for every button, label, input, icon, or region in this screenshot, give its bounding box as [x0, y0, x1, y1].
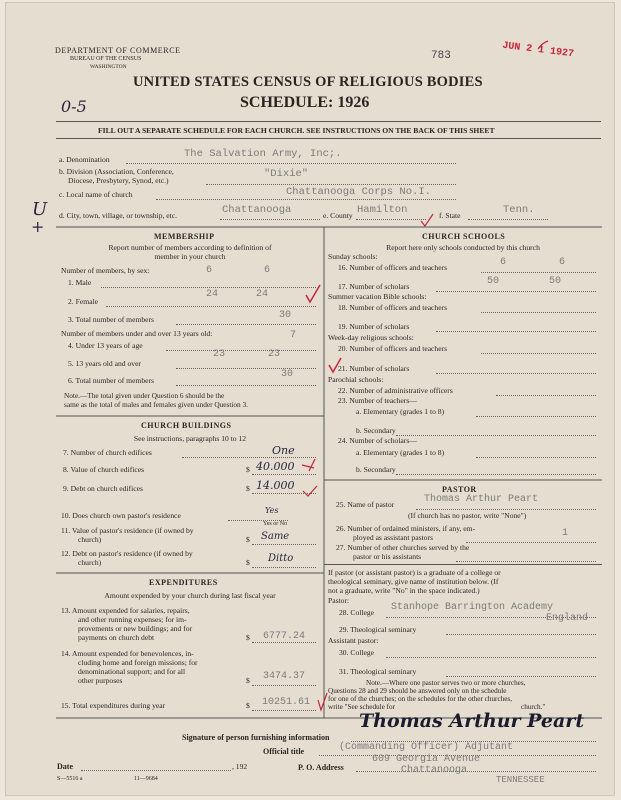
pastor-note-2: Questions 28 and 29 should be answered only on the schedule	[328, 687, 507, 695]
field-line	[252, 642, 316, 643]
q1-value-a[interactable]: 6	[206, 265, 213, 276]
field-line	[252, 710, 316, 711]
q10-label: 10. Does church own pastor's residence	[61, 511, 181, 520]
field-line	[446, 676, 596, 677]
schedule-title: SCHEDULE: 1926	[240, 94, 370, 111]
pastor-note-3: for one of the churches; on the schedules for the other churches,	[328, 695, 513, 703]
q9-label: 9. Debt on church edifices	[63, 484, 143, 493]
census-form-sheet	[5, 2, 615, 796]
q29-label: 29. Theological seminary	[339, 625, 417, 634]
q2-label: 2. Female	[68, 297, 98, 306]
po-address-value[interactable]: 609 Georgia Avenue	[372, 754, 481, 765]
year-label: , 192	[232, 762, 248, 771]
buildings-sub: See instructions, paragraphs 10 to 12	[133, 434, 247, 443]
form-code-1: S—5516 a	[57, 776, 83, 782]
q11-label: 11. Value of pastor's residence (if owned by	[61, 526, 194, 535]
rule	[324, 564, 602, 565]
q4-label: 4. Under 13 years of age	[68, 341, 143, 350]
q24b-label: b. Secondary	[356, 465, 396, 474]
q11-label-2: church)	[78, 535, 102, 544]
q25-label: 25. Name of pastor	[336, 500, 395, 509]
instruction-banner: FILL OUT A SEPARATE SCHEDULE FOR EACH CHURCH. SEE INSTRUCTIONS ON THE BACK OF THIS SHEET	[98, 126, 495, 135]
dollar-sign: $	[246, 701, 250, 710]
q13-label: 13. Amount expended for salaries, repairs,	[61, 606, 190, 615]
q16-value-b[interactable]: 6	[559, 257, 566, 268]
q21-label: 21. Number of scholars	[338, 364, 410, 373]
graduate-note-2: theological seminary, give name of institution below. (If	[328, 577, 499, 586]
field-line	[356, 771, 596, 772]
field-line	[176, 324, 316, 325]
q26-label: 26. Number of ordained ministers, if any, em-	[336, 524, 476, 533]
po-address-city[interactable]: Chattanooga	[401, 765, 468, 776]
membership-sub1: Report number of members according to definition of	[108, 243, 272, 252]
q3-value[interactable]: 30	[279, 310, 292, 321]
q26-value[interactable]: 1	[562, 528, 569, 539]
q5-value-b[interactable]: 23	[268, 349, 281, 360]
q1-label: 1. Male	[68, 278, 92, 287]
official-title-value[interactable]: (Commanding Officer) Adjutant	[339, 742, 514, 753]
form-title: UNITED STATES CENSUS OF RELIGIOUS BODIES	[133, 74, 483, 90]
division-value[interactable]: "Dixie"	[264, 168, 309, 180]
pastor-note-5: church."	[521, 703, 546, 711]
county-value[interactable]: Hamilton	[357, 204, 408, 216]
q20-label: 20. Number of officers and teachers	[338, 344, 448, 353]
q28-value-2[interactable]: England	[546, 613, 589, 624]
form-code-2: 11—9684	[134, 776, 158, 782]
field-line	[481, 353, 596, 354]
city-field-label: d. City, town, village, or township, etc.	[59, 211, 178, 220]
q27-label-2: pastor or his assistants	[353, 552, 422, 561]
dept-label: DEPARTMENT OF COMMERCE	[55, 46, 181, 55]
q28-value[interactable]: Stanhope Barrington Academy	[391, 602, 554, 613]
field-line	[182, 457, 316, 458]
field-line	[496, 395, 596, 396]
weekday-label: Week-day religious schools:	[328, 333, 414, 342]
expenditures-heading: EXPENDITURES	[149, 578, 218, 587]
q14-label-2: cluding home and foreign missions; for	[78, 658, 198, 667]
age-heading: Number of members under and over 13 years old:	[61, 329, 213, 338]
city-label: WASHINGTON	[90, 64, 127, 70]
membership-note-1: Note.—The total given under Question 6 should be the	[64, 391, 225, 400]
q22-label: 22. Number of administrative officers	[338, 386, 453, 395]
q15-label: 15. Total expenditures during year	[61, 701, 166, 710]
q1-value-b[interactable]: 6	[264, 265, 271, 276]
q27-label: 27. Number of other churches served by the	[336, 543, 470, 552]
q12-value[interactable]: Ditto	[268, 553, 294, 564]
county-label: e. County	[323, 211, 353, 220]
field-line	[166, 350, 316, 351]
membership-sub2: member in your church	[154, 252, 226, 261]
q7-value[interactable]: One	[272, 444, 295, 457]
field-line	[476, 457, 596, 458]
handwritten-mark-os: 0-5	[61, 97, 87, 116]
q25-value[interactable]: Thomas Arthur Peart	[424, 494, 539, 505]
field-line	[396, 435, 596, 436]
dollar-sign: $	[246, 465, 250, 474]
dollar-sign: $	[246, 558, 250, 567]
date-label: Date	[57, 762, 73, 771]
expenditures-sub: Amount expended by your church during last fiscal year	[104, 591, 276, 600]
parochial-label: Parochial schools:	[328, 375, 384, 384]
q7-label: 7. Number of church edifices	[63, 448, 152, 457]
q13-label-3: provements or new buildings; and for	[78, 624, 193, 633]
field-line	[446, 634, 596, 635]
handwritten-mark-u: U	[32, 199, 48, 220]
q17-value-b[interactable]: 50	[549, 276, 562, 287]
received-date-stamp: JUN 2 1 1927	[501, 40, 575, 61]
membership-note-2: same as the total of males and females given under Question 3.	[64, 400, 248, 409]
q26-label-2: ployed as assistant pastors	[353, 533, 433, 542]
q15-value[interactable]: 10251.61	[262, 697, 311, 708]
field-line	[386, 657, 596, 658]
field-line	[396, 474, 596, 475]
yes-no-hint: Yes or No	[263, 521, 288, 527]
q6-value[interactable]: 30	[281, 369, 294, 380]
q2-value-b[interactable]: 24	[256, 289, 269, 300]
field-line	[481, 272, 596, 273]
pastor-label: Pastor:	[328, 596, 350, 605]
field-line	[476, 416, 596, 417]
membership-heading: MEMBERSHIP	[154, 232, 215, 241]
field-line	[176, 368, 316, 369]
field-line	[436, 373, 596, 374]
q31-label: 31. Theological seminary	[339, 667, 417, 676]
q14-value[interactable]: 3474.37	[263, 671, 306, 682]
q13-value[interactable]: 6777.24	[263, 631, 306, 642]
q13-label-4: payments on church debt	[78, 633, 155, 642]
q24-label: 24. Number of scholars—	[338, 436, 417, 445]
q5-value-a[interactable]: 23	[213, 349, 226, 360]
field-line	[252, 567, 316, 568]
summer-label: Summer vacation Bible schools:	[328, 292, 427, 301]
pastor-heading: PASTOR	[442, 485, 477, 494]
field-line	[81, 770, 231, 771]
official-title-label: Official title	[263, 747, 305, 756]
buildings-heading: CHURCH BUILDINGS	[141, 421, 232, 430]
pastor-note-1: Note.—Where one pastor serves two or more churches,	[366, 679, 526, 687]
q30-label: 30. College	[339, 648, 375, 657]
field-line	[481, 312, 596, 313]
bureau-label: BUREAU OF THE CENSUS	[70, 56, 142, 62]
field-line	[466, 542, 596, 543]
q6-label: 6. Total number of members	[68, 376, 155, 385]
q28-label: 28. College	[339, 608, 375, 617]
q10-value[interactable]: Yes	[265, 506, 279, 515]
q13-label-2: and other running expenses; for im-	[78, 615, 187, 624]
graduate-note-3: not a graduate, write "No" in the space indicated.)	[328, 586, 480, 595]
q23b-label: b. Secondary	[356, 426, 396, 435]
q12-label-2: church)	[78, 558, 102, 567]
schools-sub: Report here only schools conducted by this church	[386, 243, 540, 252]
sunday-label: Sunday schools:	[328, 252, 378, 261]
state-value[interactable]: Tenn.	[503, 204, 535, 216]
by-sex-label: Number of members, by sex:	[61, 266, 150, 275]
signature-value[interactable]: Thomas Arthur Peart	[359, 710, 585, 732]
po-address-label: P. O. Address	[298, 763, 344, 772]
q16-value-a[interactable]: 6	[500, 257, 507, 268]
signature-label: Signature of person furnishing information	[182, 733, 330, 742]
field-line	[252, 474, 316, 475]
state-label: f. State	[439, 211, 461, 220]
q17-value-a[interactable]: 50	[487, 276, 500, 287]
q8-label: 8. Value of church edifices	[63, 465, 145, 474]
field-line	[106, 306, 316, 307]
city-field-value[interactable]: Chattanooga	[222, 204, 292, 216]
local-name-label: c. Local name of church	[59, 190, 133, 199]
field-line	[176, 385, 316, 386]
q11-value[interactable]: Same	[261, 531, 290, 542]
denomination-value[interactable]: The Salvation Army, Inc;.	[184, 148, 342, 160]
q14-label: 14. Amount expended for benevolences, in-	[61, 649, 194, 658]
q16-label: 16. Number of officers and teachers	[338, 263, 448, 272]
dollar-sign: $	[246, 676, 250, 685]
field-line	[252, 544, 316, 545]
handwritten-mark-plus: +	[31, 217, 45, 236]
q14-label-3: denominational support; and for all	[78, 667, 186, 676]
denomination-label: a. Denomination	[59, 155, 110, 164]
dollar-sign: $	[246, 484, 250, 493]
q2-value-a[interactable]: 24	[206, 289, 219, 300]
division-label: b. Division (Association, Conference,	[59, 167, 174, 176]
field-line	[436, 291, 596, 292]
q12-label: 12. Debt on pastor's residence (if owned by	[61, 549, 193, 558]
q4-value[interactable]: 7	[290, 330, 297, 341]
q5-label: 5. 13 years old and over	[68, 359, 141, 368]
division-label-2: Diocese, Presbytery, Synod, etc.)	[68, 176, 169, 185]
q19-label: 19. Number of scholars	[338, 322, 410, 331]
q17-label: 17. Number of scholars	[338, 282, 410, 291]
q8-value[interactable]: 40.000	[256, 460, 295, 473]
q9-value[interactable]: 14.000	[256, 479, 295, 492]
q25-hint: (If church has no pastor, write "None")	[408, 511, 527, 520]
field-line	[416, 509, 596, 510]
assistant-label: Assistant pastor:	[328, 636, 379, 645]
graduate-note-1: If pastor (or assistant pastor) is a graduate of a college or	[328, 568, 501, 577]
field-line	[456, 561, 596, 562]
field-line	[252, 685, 316, 686]
q14-label-4: other purposes	[78, 676, 123, 685]
schedule-number: 783	[431, 50, 451, 62]
q3-label: 3. Total number of members	[68, 315, 155, 324]
q24a-label: a. Elementary (grades 1 to 8)	[356, 448, 445, 457]
schools-heading: CHURCH SCHOOLS	[422, 232, 506, 241]
local-name-value[interactable]: Chattanooga Corps No.I.	[286, 186, 431, 198]
q23-label: 23. Number of teachers—	[338, 396, 417, 405]
field-line	[436, 331, 596, 332]
pastor-note-4: write "See schedule for	[328, 703, 395, 711]
field-line	[101, 287, 316, 288]
po-address-state[interactable]: TENNESSEE	[496, 775, 545, 785]
q18-label: 18. Number of officers and teachers	[338, 303, 448, 312]
field-line	[252, 493, 316, 494]
dollar-sign: $	[246, 633, 250, 642]
q23a-label: a. Elementary (grades 1 to 8)	[356, 407, 445, 416]
dollar-sign: $	[246, 535, 250, 544]
